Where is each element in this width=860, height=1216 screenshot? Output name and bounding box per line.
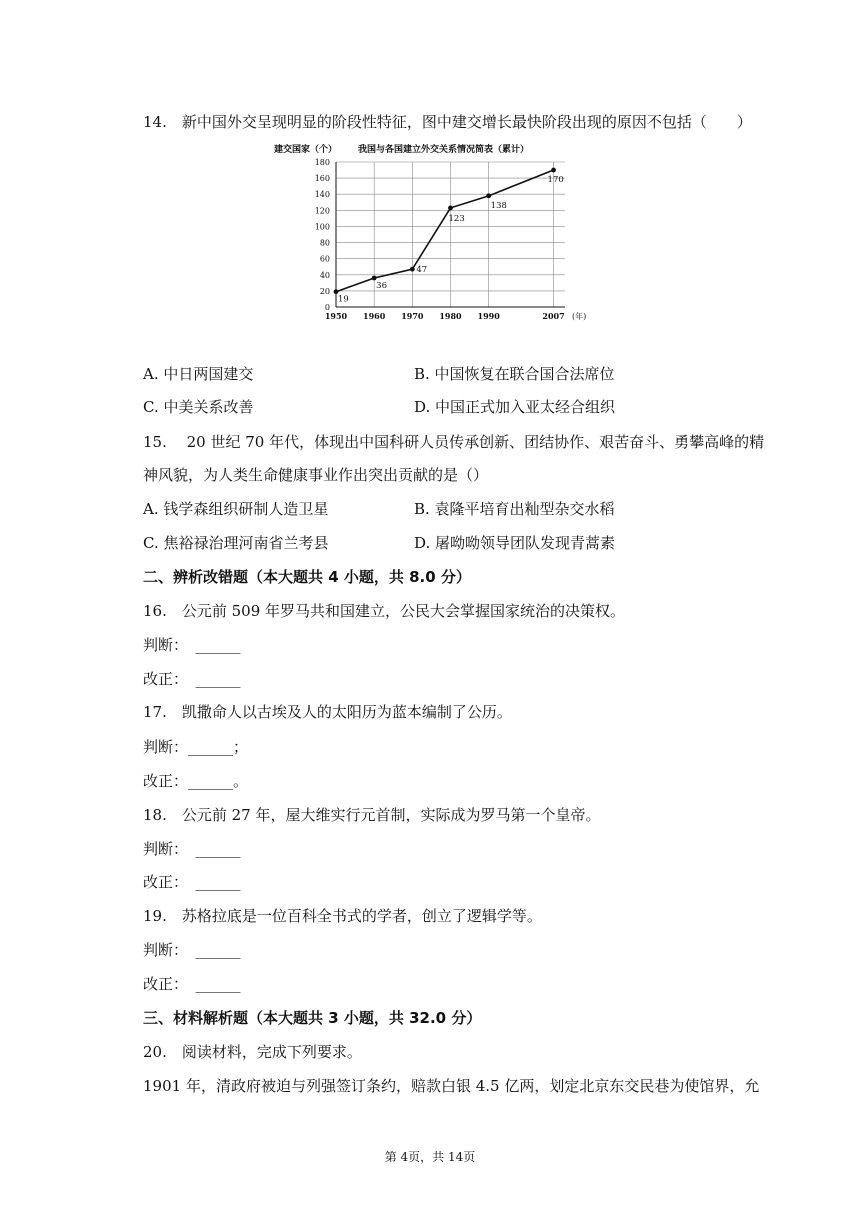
question-19-judge: 判断： ______	[143, 941, 241, 959]
chart-x-tick-label: 1970	[401, 311, 424, 321]
section-2-heading: 二、辨析改错题（本大题共 4 小题，共 8.0 分）	[143, 568, 471, 586]
section-3-heading: 三、材料解析题（本大题共 3 小题，共 32.0 分）	[143, 1009, 482, 1027]
option-14-c: C. 中美关系改善	[143, 398, 254, 416]
chart-y-tick-label: 20	[319, 286, 330, 296]
chart-x-tick-label: 1960	[363, 311, 386, 321]
question-19-correct: 改正： ______	[143, 975, 241, 993]
option-15-b: B. 袁隆平培育出籼型杂交水稻	[414, 500, 615, 518]
chart-point	[448, 206, 453, 211]
chart-data-label: 47	[416, 265, 428, 276]
chart-point	[334, 289, 339, 294]
option-15-d: D. 屠呦呦领导团队发现青蒿素	[414, 534, 616, 552]
question-17-correct: 改正：______。	[143, 772, 249, 790]
chart-y-ticks	[315, 158, 330, 312]
chart-y-tick-label: 60	[319, 254, 330, 264]
chart-series-line	[336, 170, 554, 292]
chart-x-tick-label: 1950	[324, 311, 348, 321]
question-16-stem: 16. 公元前 509 年罗马共和国建立，公民大会掌握国家统治的决策权。	[143, 602, 626, 620]
question-18-judge: 判断： ______	[143, 840, 241, 858]
chart-data-label: 19	[338, 294, 349, 305]
chart-points	[334, 168, 556, 294]
chart-x-tick-label: 1990	[477, 311, 500, 321]
question-15-stem-line2: 神风貌，为人类生命健康事业作出突出贡献的是（）	[143, 466, 489, 484]
chart-y-tick-label: 40	[319, 270, 330, 280]
question-16-judge: 判断： ______	[143, 636, 241, 654]
chart-point	[410, 267, 415, 272]
chart-data-label: 138	[490, 200, 507, 211]
option-14-a: A. 中日两国建交	[143, 365, 254, 383]
question-17-stem: 17. 凯撒命人以古埃及人的太阳历为蓝本编制了公历。	[143, 703, 512, 721]
chart-point	[486, 193, 491, 198]
chart-data-label: 123	[448, 213, 465, 224]
question-14-stem: 14. 新中国外交呈现明显的阶段性特征，图中建交增长最快阶段出现的原因不包括（ ）	[143, 113, 752, 131]
option-14-d: D. 中国正式加入亚太经合组织	[414, 398, 616, 416]
question-20-stem: 20. 阅读材料，完成下列要求。	[143, 1043, 362, 1061]
page-footer: 第 4页，共 14页	[384, 1150, 476, 1164]
question-19-stem: 19. 苏格拉底是一位百科全书式的学者，创立了逻辑学等。	[143, 907, 542, 925]
chart-y-tick-label: 100	[314, 222, 330, 232]
chart-xlabel: (年)	[572, 312, 587, 321]
question-15-stem-line1: 15. 20 世纪 70 年代，体现出中国科研人员传承创新、团结协作、艰苦奋斗、勇攀高峰的精	[143, 433, 765, 451]
chart-y-tick-label: 0	[324, 303, 330, 312]
question-17-judge: 判断：______；	[143, 738, 249, 756]
chart-y-tick-label: 160	[314, 174, 330, 184]
question-20-material: 1901 年，清政府被迫与列强签订条约，赔款白银 4.5 亿两，划定北京东交民巷为使馆界，允	[143, 1077, 760, 1095]
chart-point	[551, 168, 556, 173]
chart-title: 我国与各国建立外交关系情况简表（累计）	[358, 145, 530, 155]
chart-y-tick-label: 140	[314, 190, 330, 200]
chart-data-label: 170	[547, 175, 564, 186]
chart-y-tick-label: 120	[314, 206, 330, 216]
question-18-correct: 改正： ______	[143, 873, 241, 891]
diplomatic-relations-line-chart	[268, 138, 598, 323]
option-14-b: B. 中国恢复在联合国合法席位	[414, 365, 615, 383]
chart-data-label: 36	[376, 281, 387, 291]
chart-y-tick-label: 180	[314, 158, 330, 167]
chart-grid	[336, 162, 565, 307]
chart-x-tick-label: 2007	[542, 311, 565, 321]
chart-y-tick-label: 80	[319, 238, 330, 248]
chart-x-tick-label: 1980	[439, 311, 462, 321]
question-16-correct: 改正： ______	[143, 670, 241, 688]
question-18-stem: 18. 公元前 27 年，屋大维实行元首制，实际成为罗马第一个皇帝。	[143, 806, 601, 824]
option-15-c: C. 焦裕禄治理河南省兰考县	[143, 534, 329, 552]
chart-ylabel: 建交国家（个）	[274, 145, 338, 155]
chart-point	[372, 276, 377, 281]
chart-x-ticks	[325, 311, 565, 321]
option-15-a: A. 钱学森组织研制人造卫星	[143, 500, 329, 518]
